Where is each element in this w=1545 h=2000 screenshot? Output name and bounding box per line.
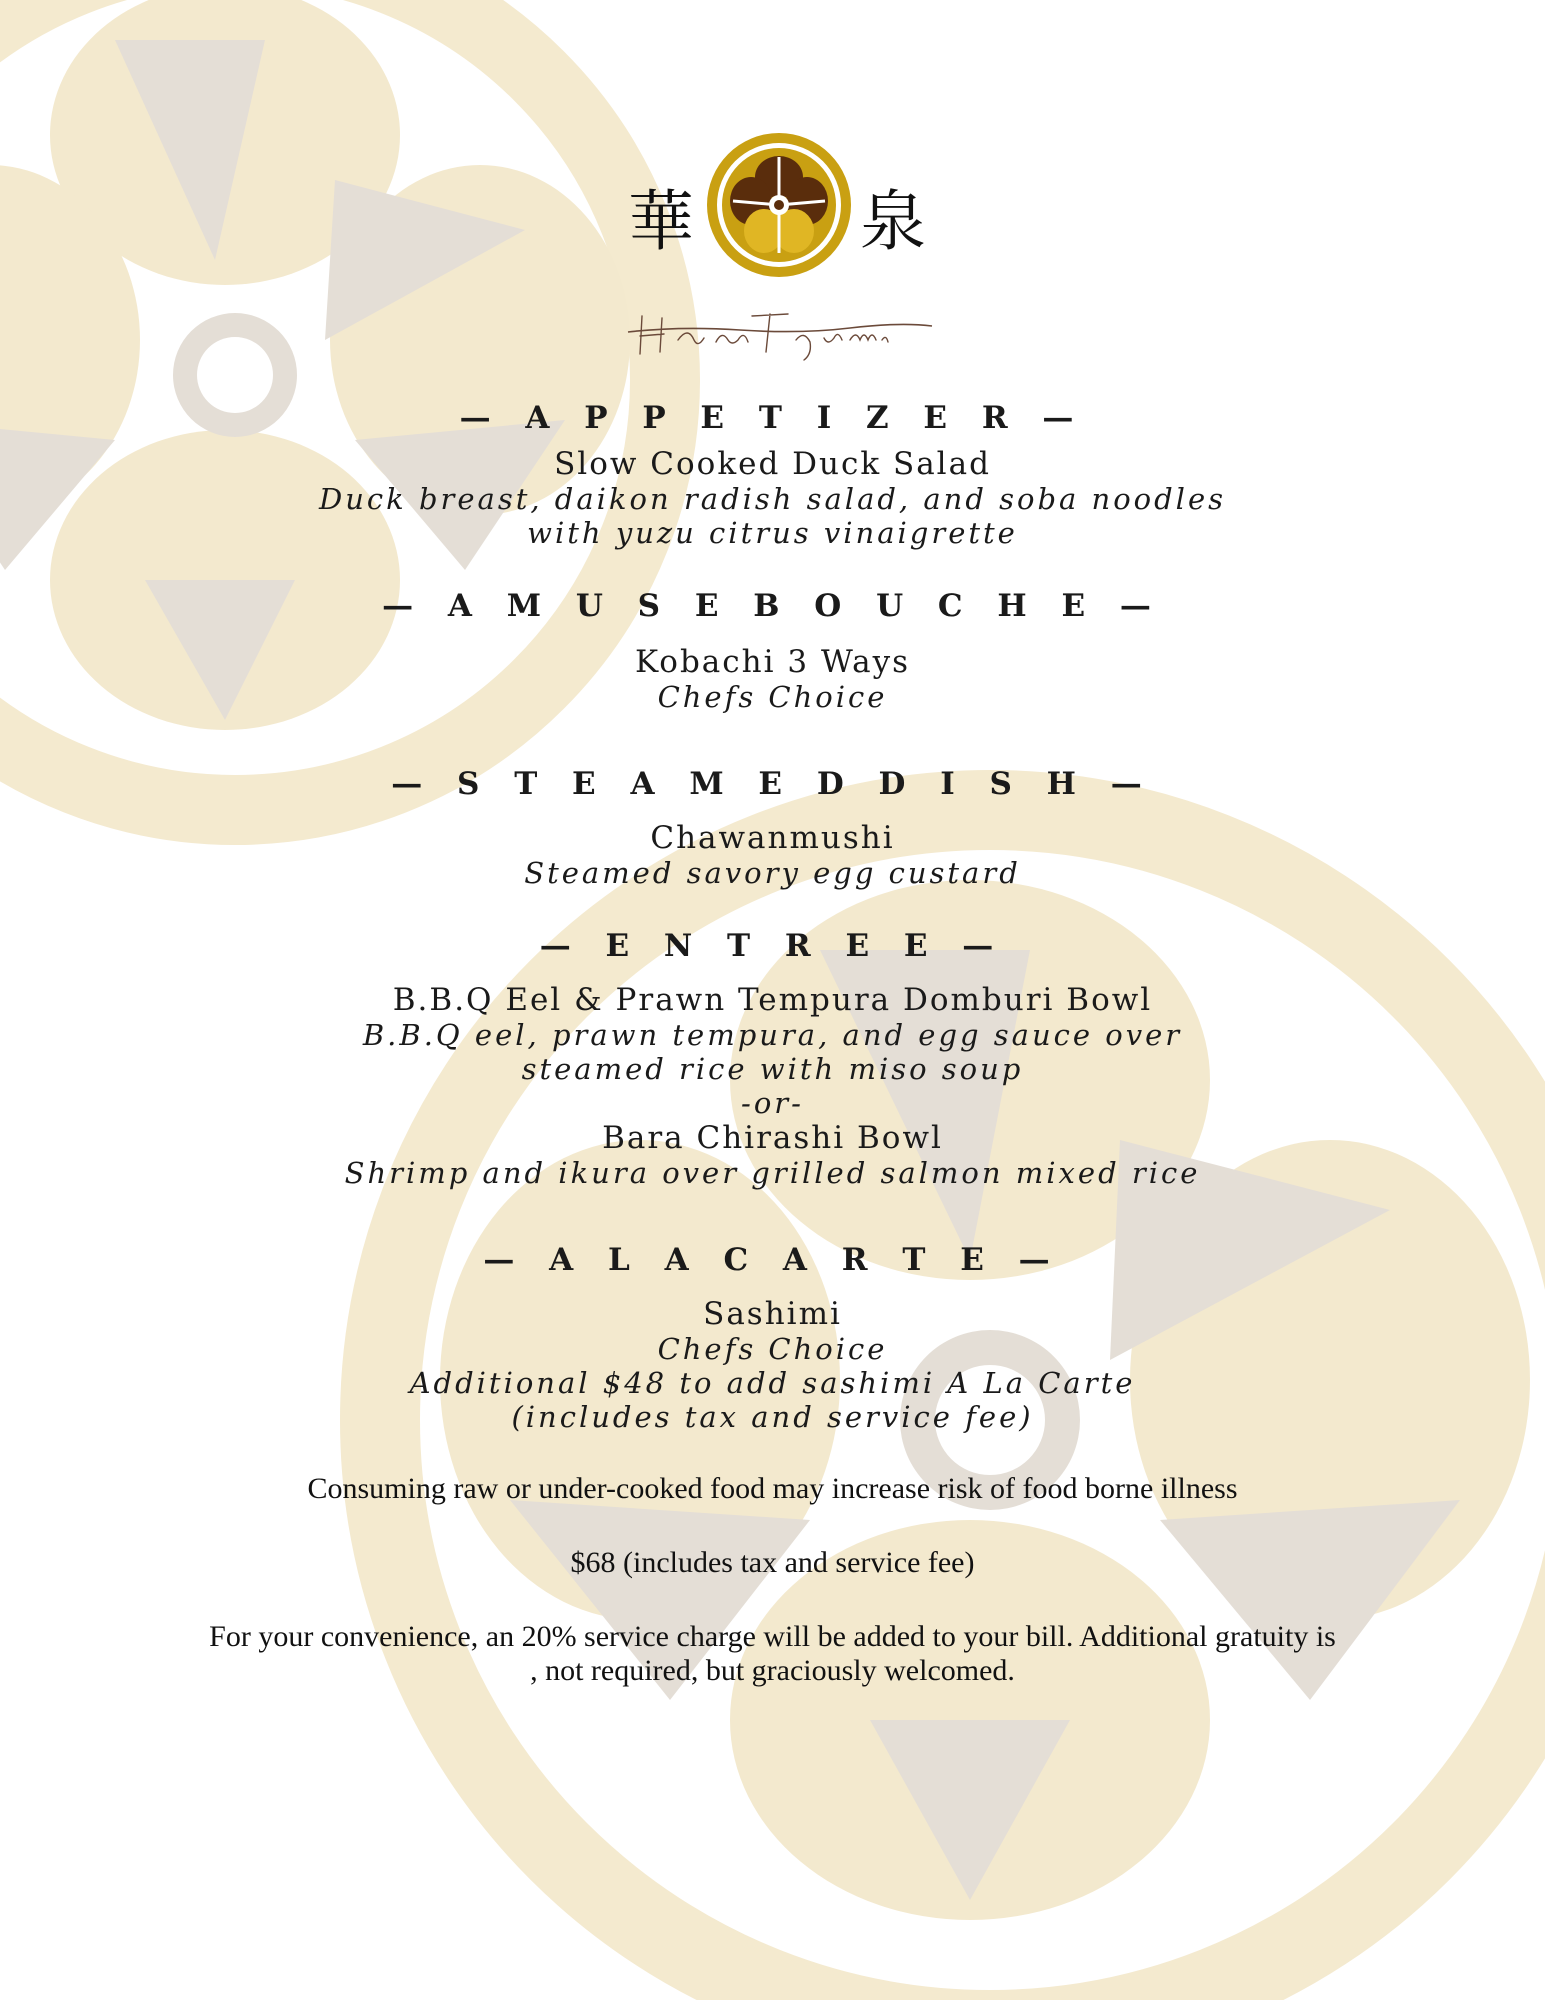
dish-description: Chefs Choice [657, 680, 888, 714]
dish-name: B.B.Q Eel & Prawn Tempura Domburi Bowl [392, 982, 1153, 1018]
service-charge-note-continued: , not required, but graciously welcomed. [530, 1654, 1015, 1687]
section-entree [0, 928, 1545, 1190]
section-heading: — A P P E T I Z E R — [459, 400, 1086, 436]
logo-kanji-left: 華 [628, 183, 694, 260]
section-amuse-bouche [0, 588, 1545, 714]
menu-content [0, 400, 1545, 1688]
service-charge-note: For your convenience, an 20% service charge will be added to your bill. Additional gratuity is [209, 1620, 1336, 1653]
dish-name: Chawanmushi [650, 820, 895, 856]
dish-description: Additional $48 to add sashimi A La Carte [409, 1366, 1136, 1400]
restaurant-logo [620, 128, 940, 368]
dish-name: Sashimi [703, 1296, 842, 1332]
raw-food-warning: Consuming raw or under-cooked food may increase risk of food borne illness [307, 1472, 1238, 1505]
dish-description: Chefs Choice [657, 1332, 888, 1366]
hana-izumi-signature [620, 296, 940, 366]
dish-name: Slow Cooked Duck Salad [554, 446, 991, 482]
section-appetizer [0, 400, 1545, 550]
section-a-la-carte [0, 1242, 1545, 1434]
dish-description: Shrimp and ikura over grilled salmon mixed rice [344, 1156, 1201, 1190]
dish-description: (includes tax and service fee) [511, 1400, 1034, 1434]
dish-description: Steamed savory egg custard [524, 856, 1021, 890]
menu-price: $68 (includes tax and service fee) [570, 1546, 975, 1579]
section-steamed-dish [0, 766, 1545, 890]
section-heading: — S T E A M E D D I S H — [391, 766, 1154, 802]
logo-kanji-right: 泉 [860, 183, 926, 260]
section-heading: — A M U S E B O U C H E — [382, 588, 1163, 624]
dish-name: Kobachi 3 Ways [634, 644, 911, 680]
dish-description: with yuzu citrus vinaigrette [527, 516, 1018, 550]
dish-description: steamed rice with miso soup [521, 1052, 1024, 1086]
or-separator: -or- [741, 1086, 804, 1120]
dish-description: B.B.Q eel, prawn tempura, and egg sauce over [362, 1018, 1183, 1052]
section-heading: — A L A C A R T E — [483, 1242, 1062, 1278]
dish-name: Bara Chirashi Bowl [602, 1120, 943, 1156]
dish-description: Duck breast, daikon radish salad, and soba noodles [318, 482, 1227, 516]
flower-crest-icon [704, 130, 854, 280]
section-heading: — E N T R E E — [539, 928, 1006, 964]
